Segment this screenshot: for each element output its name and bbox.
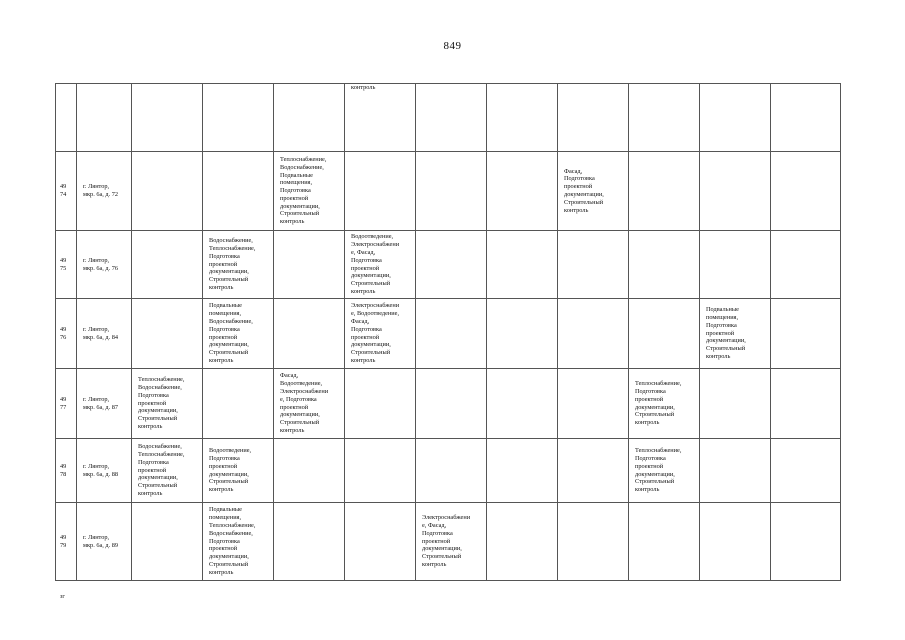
table-cell [700, 84, 771, 152]
work-types-cell: Электроснабжени е, Фасад, Подготовка проектной документации, Строительный контроль [416, 503, 487, 581]
empty-cell [345, 503, 416, 581]
work-types-cell: Водоснабжение, Теплоснабжение, Подготовка проектной документации, Строительный контроль [203, 231, 274, 299]
work-types-cell: Водоотведение, Подготовка проектной документации, Строительный контроль [203, 439, 274, 503]
empty-cell [132, 503, 203, 581]
empty-cell [487, 152, 558, 231]
empty-cell [700, 503, 771, 581]
work-types-cell: Фасад, Водоотведение, Электроснабжени е, Подготовка проектной документации, Строительный контроль [274, 369, 345, 439]
work-types-cell: Подвальные помещения, Теплоснабжение, Водоснабжение, Подготовка проектной документации, Строительный контроль [203, 503, 274, 581]
empty-cell [416, 299, 487, 369]
table-row [56, 369, 841, 439]
empty-cell [771, 152, 841, 231]
table-cell [274, 84, 345, 152]
empty-cell [274, 231, 345, 299]
address-cell: г. Лянтор, мкр. 6а, д. 89 [77, 503, 132, 581]
work-types-cell: Теплоснабжение, Подготовка проектной документации, Строительный контроль [629, 369, 700, 439]
empty-cell [629, 152, 700, 231]
empty-cell [771, 231, 841, 299]
work-types-cell: Подвальные помещения, Водоснабжение, Подготовка проектной документации, Строительный контроль [203, 299, 274, 369]
table-cell [56, 84, 77, 152]
empty-cell [700, 369, 771, 439]
empty-cell [629, 231, 700, 299]
work-types-cell: Водоотведение, Электроснабжени е, Фасад, Подготовка проектной документации, Строительный контроль [345, 231, 416, 299]
row-number-cell: 49 78 [56, 439, 77, 503]
empty-cell [487, 299, 558, 369]
table-cell [132, 84, 203, 152]
empty-cell [416, 369, 487, 439]
empty-cell [487, 231, 558, 299]
table-cell [629, 84, 700, 152]
work-types-cell: Фасад, Подготовка проектной документации, Строительный контроль [558, 152, 629, 231]
table-cell [77, 84, 132, 152]
empty-cell [558, 299, 629, 369]
table-cell [771, 84, 841, 152]
empty-cell [345, 439, 416, 503]
table-row [56, 152, 841, 231]
empty-cell [416, 439, 487, 503]
empty-cell [487, 439, 558, 503]
empty-cell [558, 231, 629, 299]
address-cell: г. Лянтор, мкр. 6а, д. 84 [77, 299, 132, 369]
empty-cell [203, 369, 274, 439]
address-cell: г. Лянтор, мкр. 6а, д. 88 [77, 439, 132, 503]
row-number-cell: 49 75 [56, 231, 77, 299]
empty-cell [416, 152, 487, 231]
empty-cell [487, 369, 558, 439]
work-types-cell: Подвальные помещения, Подготовка проектной документации, Строительный контроль [700, 299, 771, 369]
work-types-cell: Теплоснабжение, Водоснабжение, Подвальные помещения, Подготовка проектной документации, Строительный контроль [274, 152, 345, 231]
empty-cell [274, 439, 345, 503]
page-number: 849 [443, 40, 462, 52]
empty-cell [771, 369, 841, 439]
empty-cell [132, 231, 203, 299]
table-cell [487, 84, 558, 152]
empty-cell [274, 503, 345, 581]
table-cell [416, 84, 487, 152]
empty-cell [771, 299, 841, 369]
table-row [56, 503, 841, 581]
empty-cell [629, 299, 700, 369]
empty-cell [771, 503, 841, 581]
continuation-cell-text: контроль [345, 84, 416, 152]
table-row [56, 231, 841, 299]
continuation-row [56, 84, 841, 152]
empty-cell [132, 299, 203, 369]
row-number-cell: 49 76 [56, 299, 77, 369]
table-row [56, 299, 841, 369]
empty-cell [345, 369, 416, 439]
work-types-cell: Теплоснабжение, Водоснабжение, Подготовка проектной документации, Строительный контроль [132, 369, 203, 439]
empty-cell [345, 152, 416, 231]
empty-cell [558, 503, 629, 581]
empty-cell [416, 231, 487, 299]
footer-mark: зг [60, 594, 65, 600]
table-cell [558, 84, 629, 152]
empty-cell [700, 439, 771, 503]
works-schedule-table [55, 83, 841, 581]
empty-cell [771, 439, 841, 503]
row-number-cell: 49 74 [56, 152, 77, 231]
empty-cell [274, 299, 345, 369]
row-number-cell: 49 77 [56, 369, 77, 439]
empty-cell [132, 152, 203, 231]
address-cell: г. Лянтор, мкр. 6а, д. 72 [77, 152, 132, 231]
empty-cell [629, 503, 700, 581]
empty-cell [700, 152, 771, 231]
empty-cell [700, 231, 771, 299]
address-cell: г. Лянтор, мкр. 6а, д. 87 [77, 369, 132, 439]
work-types-cell: Водоснабжение, Теплоснабжение, Подготовка проектной документации, Строительный контроль [132, 439, 203, 503]
work-types-cell: Электроснабжени е, Водоотведение, Фасад, Подготовка проектной документации, Строительный контроль [345, 299, 416, 369]
work-types-cell: Теплоснабжение, Подготовка проектной документации, Строительный контроль [629, 439, 700, 503]
empty-cell [558, 369, 629, 439]
table-cell [203, 84, 274, 152]
empty-cell [203, 152, 274, 231]
address-cell: г. Лянтор, мкр. 6а, д. 76 [77, 231, 132, 299]
empty-cell [487, 503, 558, 581]
empty-cell [558, 439, 629, 503]
row-number-cell: 49 79 [56, 503, 77, 581]
table-row [56, 439, 841, 503]
